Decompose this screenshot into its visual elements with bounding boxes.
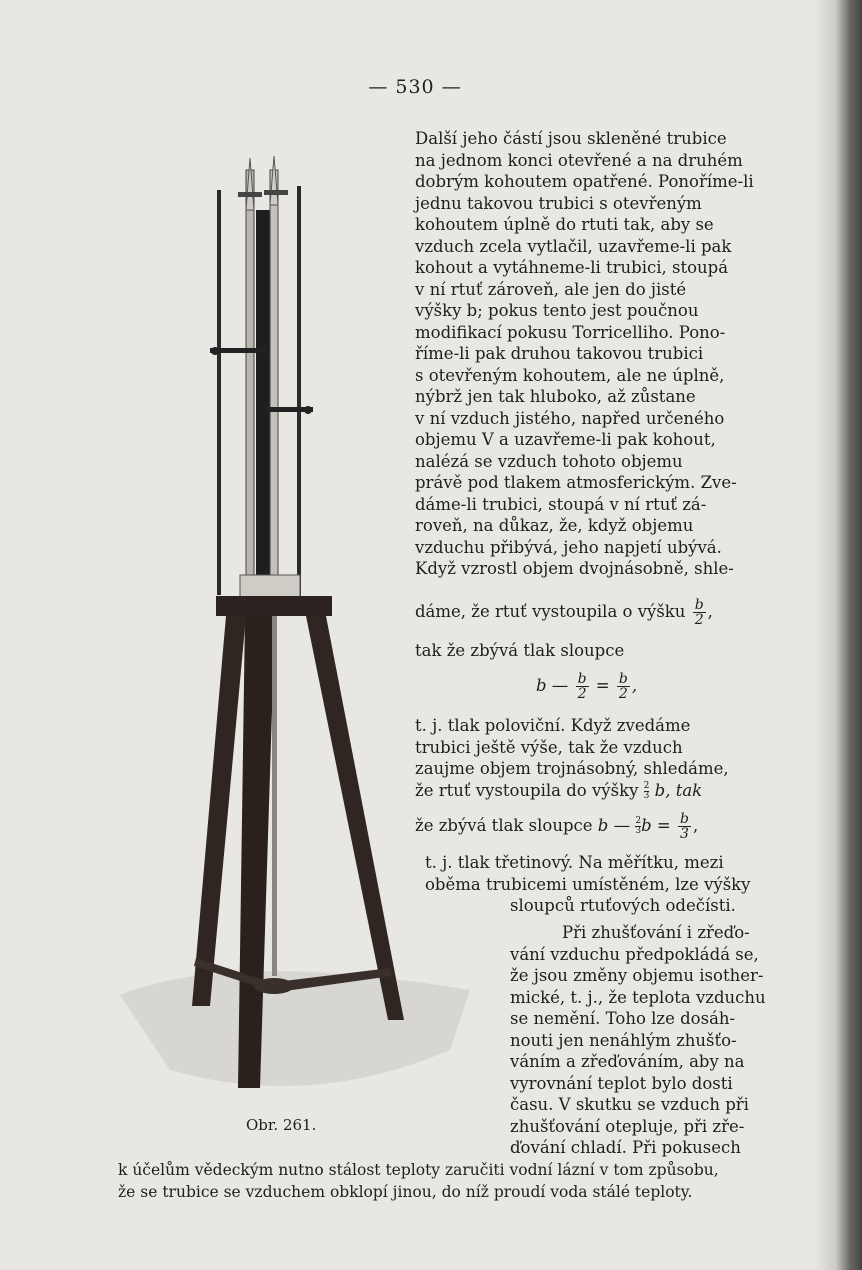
fraction-b-over-2 xyxy=(617,672,630,701)
fraction-b-over-3 xyxy=(678,812,691,841)
text-line: k účelům vědeckým nutno stálost teploty zaručiti vodní lázní v tom způsobu, xyxy=(118,1161,719,1179)
figure-caption: Obr. 261. xyxy=(246,1116,317,1134)
page-number: — 530 — xyxy=(368,76,462,98)
comma: , xyxy=(631,676,638,695)
text-line: t. j. tlak poloviční. Když zvedáme xyxy=(415,716,691,735)
fraction-two-thirds xyxy=(644,782,650,801)
text-line: jednu takovou trubici s otevřeným xyxy=(415,193,702,213)
text-line: modifikací pokusu Torricelliho. Pono- xyxy=(415,322,726,342)
right-rod xyxy=(297,186,301,596)
table-top xyxy=(216,596,332,616)
text-line: zhušťování otepluje, při zře- xyxy=(510,1116,745,1136)
stopcock-right xyxy=(264,190,288,195)
text-line-with-fraction xyxy=(415,780,702,802)
text-line: dáme-li trubici, stoupá v ní rtuť zá- xyxy=(415,494,707,514)
fraction-num: b xyxy=(694,597,704,613)
fraction-b-over-2 xyxy=(576,672,589,701)
text-fragment: dáme, že rtuť vystoupila o výšku xyxy=(415,602,686,621)
text-line: že se trubice se vzduchem obklopí jinou, do níž proudí voda stálé teploty. xyxy=(118,1183,693,1201)
fraction-den: 2 xyxy=(577,686,587,702)
text-line: v ní vzduch jistého, napřed určeného xyxy=(415,408,725,428)
text-line: Při zhušťování i zřeďo- xyxy=(562,923,750,942)
text-line: kohoutem úplně do rtuti tak, aby se xyxy=(415,215,714,234)
text-line: vzduchu přibývá, jeho napjetí ubývá. xyxy=(415,537,722,557)
fraction-den: 2 xyxy=(694,612,704,628)
text-line: se nemění. Toho lze dosáh- xyxy=(510,1009,736,1028)
glass-tube-left xyxy=(246,170,254,600)
fraction-num: 2 xyxy=(643,780,650,791)
stopcock-left xyxy=(238,192,262,197)
text-line: kohout a vytáhneme-li trubici, stoupá xyxy=(415,258,729,277)
text-line: vzduch zcela vytlačil, uzavřeme-li pak xyxy=(415,236,732,256)
leg-left xyxy=(192,616,246,1006)
mercury-cup xyxy=(240,575,300,597)
text-line: v ní rtuť zároveň, ale jen do jisté xyxy=(415,279,687,299)
base-hub xyxy=(254,978,294,994)
text-line: říme-li pak druhou takovou trubici xyxy=(415,344,704,363)
center-rod xyxy=(272,616,277,976)
fraction-num: b xyxy=(618,671,628,687)
text-line-with-fraction xyxy=(415,598,713,627)
leg-right xyxy=(306,616,404,1020)
text-line: že jsou změny objemu isother- xyxy=(510,966,764,985)
eq-term: b = xyxy=(641,816,671,835)
fraction-den: 3 xyxy=(635,826,642,836)
text-line: roveň, na důkaz, že, když objemu xyxy=(415,516,694,535)
text-fragment: b, tak xyxy=(654,780,703,800)
text-line: oběma trubicemi umístěném, lze výšky xyxy=(425,874,751,894)
text-line: s otevřeným kohoutem, ale ne úplně, xyxy=(415,365,725,385)
fraction-num: b xyxy=(577,671,587,687)
text-line: času. V skutku se vzduch při xyxy=(510,1095,749,1114)
text-line-with-fraction xyxy=(415,812,698,841)
text-line: zaujme objem trojnásobný, shledáme, xyxy=(415,759,729,778)
text-line: na jednom konci otevřené a na druhém xyxy=(415,150,743,170)
fraction-b-over-2 xyxy=(693,598,706,627)
text-line: t. j. tlak třetinový. Na měřítku, mezi xyxy=(425,853,724,872)
text-line: vání vzduchu předpokládá se, xyxy=(510,944,759,964)
fraction-den: 2 xyxy=(618,686,628,702)
page-edge-shadow xyxy=(814,0,862,1270)
fraction-den: 3 xyxy=(643,790,650,801)
fraction-num: 2 xyxy=(635,816,642,826)
text-line: objemu V a uzavřeme-li pak kohout, xyxy=(415,430,716,449)
text-line: tak že zbývá tlak sloupce xyxy=(415,641,625,660)
text-line: sloupců rtuťových odečísti. xyxy=(510,896,736,915)
text-line: váním a zřeďováním, aby na xyxy=(510,1052,745,1071)
text-line: právě pod tlakem atmosferickým. Zve- xyxy=(415,473,737,492)
text-line: ďování chladí. Při pokusech xyxy=(510,1138,741,1157)
text-fragment: že zbývá tlak sloupce xyxy=(415,816,593,835)
glass-tube-right xyxy=(270,170,278,600)
comma: , xyxy=(692,816,699,835)
text-line: mické, t. j., že teplota vzduchu xyxy=(510,987,766,1007)
text-line: dobrým kohoutem opatřené. Ponoříme-li xyxy=(415,172,754,191)
text-fragment: že rtuť vystoupila do výšky xyxy=(415,780,639,800)
text-line: vyrovnání teplot bylo dosti xyxy=(510,1073,733,1093)
eq-term: b — xyxy=(597,816,636,835)
comma: , xyxy=(707,602,713,621)
left-rod xyxy=(217,190,221,595)
text-line: Další jeho částí jsou skleněné trubice xyxy=(415,129,727,148)
eq-sign: = xyxy=(595,676,610,695)
text-line: Když vzrostl objem dvojnásobně, shle- xyxy=(415,559,734,578)
text-line: výšky b; pokus tento jest poučnou xyxy=(415,301,699,320)
eq-term: b — xyxy=(536,676,569,695)
text-line: nýbrž jen tak hluboko, až zůstane xyxy=(415,387,696,406)
fraction-num: b xyxy=(679,811,689,827)
text-line: nouti jen nenáhlým zhušťo- xyxy=(510,1030,737,1050)
text-line: nalézá se vzduch tohoto objemu xyxy=(415,451,683,471)
text-line: trubici ještě výše, tak že vzduch xyxy=(415,737,683,757)
fraction-den: 3 xyxy=(680,826,689,842)
equation-half xyxy=(536,672,637,701)
